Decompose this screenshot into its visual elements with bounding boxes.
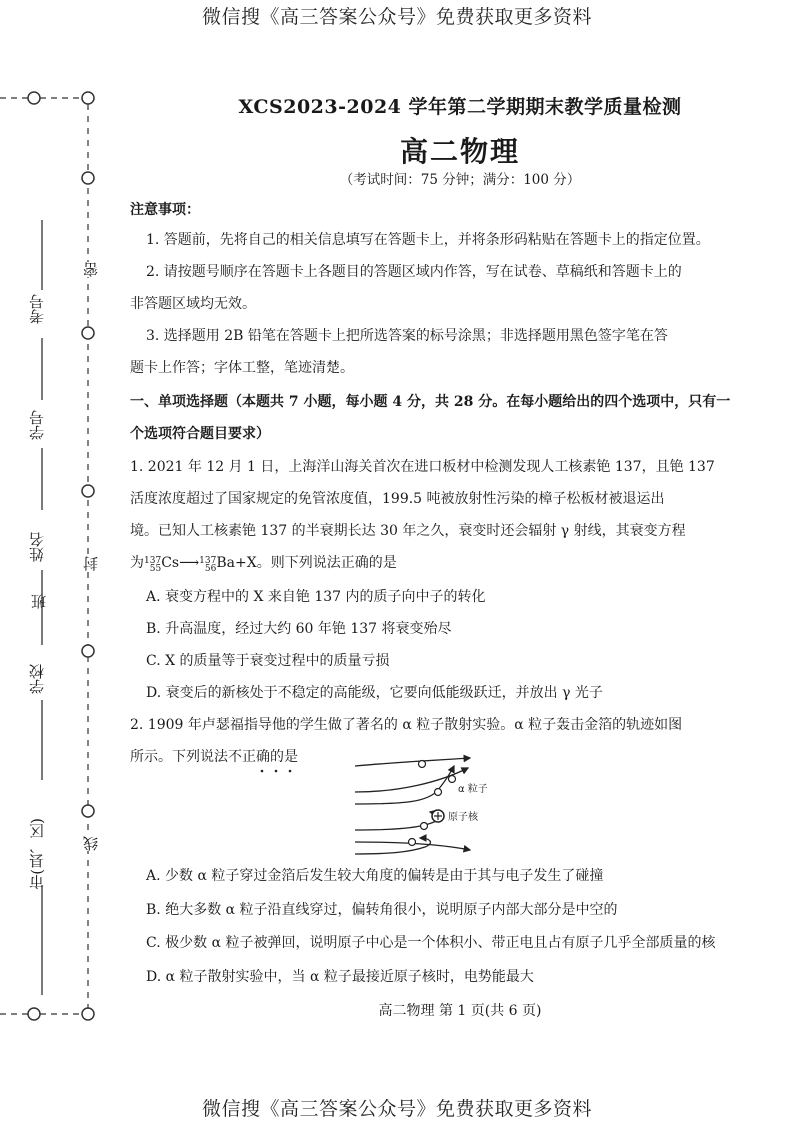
ban-label: 班 bbox=[30, 594, 48, 609]
q2-stem: 2. 1909 年卢瑟福指导他的学生做了著名的 α 粒子散射实验。α 粒子轰击金箔的轨迹如图 bbox=[130, 717, 683, 733]
binding-hole-top-left bbox=[28, 92, 40, 104]
binding-hole-top-right bbox=[82, 92, 94, 104]
xuexiao-label: 学校 bbox=[28, 664, 46, 694]
subject-title: 高二物理 bbox=[399, 135, 520, 168]
alpha-label: α 粒子 bbox=[458, 784, 488, 795]
q1-option-d: D. 衰变后的新核处于不稳定的高能级，它要向低能级跃迁，并放出 γ 光子 bbox=[146, 685, 603, 701]
note-item: 题卡上作答；字体工整，笔迹清楚。 bbox=[130, 360, 354, 376]
binding-hole-bottom-left bbox=[28, 1008, 40, 1020]
note-item: 2. 请按题号顺序在答题卡上各题目的答题区域内作答，写在试卷、草稿纸和答题卡上的 bbox=[146, 264, 682, 280]
nucleus-label: 原子核 bbox=[448, 812, 478, 823]
section-heading: 一、单项选择题（本题共 7 小题，每小题 4 分，共 28 分。在每小题给出的四个选项中，只有一 bbox=[130, 394, 731, 410]
q1-option-b: B. 升高温度，经过大约 60 年铯 137 将衰变殆尽 bbox=[146, 621, 452, 637]
q2-option-a: A. 少数 α 粒子穿过金箔后发生较大角度的偏转是由于其与电子发生了碰撞 bbox=[146, 868, 604, 884]
feng-label: 封 bbox=[82, 556, 100, 571]
bottom-banner: 微信搜《高三答案公众号》免费获取更多资料 bbox=[201, 1098, 592, 1120]
q2-option-b: B. 绝大多数 α 粒子沿直线穿过，偏转角很小，说明原子内部大部分是中空的 bbox=[146, 902, 618, 918]
q1-stem: 活度浓度超过了国家规定的免管浓度值，199.5 吨被放射性污染的樟子松板材被退运出 bbox=[130, 491, 665, 507]
shi-label: 市(县、区) bbox=[28, 818, 46, 890]
binding-margin bbox=[0, 80, 130, 1030]
section-heading-cont: 个选项符合题目要求） bbox=[130, 426, 270, 442]
binding-hole-bottom-right bbox=[82, 1008, 94, 1020]
xuehao-label: 学号 bbox=[28, 410, 46, 440]
note-item: 1. 答题前，先将自己的相关信息填写在答题卡上，并将条形码粘贴在答题卡上的指定位置。 bbox=[146, 232, 710, 248]
alpha-scattering-figure bbox=[350, 752, 510, 864]
note-item: 3. 选择题用 2B 铅笔在答题卡上把所选答案的标号涂黑；非选择题用黑色签字笔在答 bbox=[146, 328, 668, 344]
q1-option-a: A. 衰变方程中的 X 来自铯 137 内的质子向中子的转化 bbox=[146, 589, 486, 605]
note-item: 非答题区域均无效。 bbox=[130, 296, 256, 312]
q1-stem: 境。已知人工核素铯 137 的半衰期长达 30 年之久，衰变时还会辐射 γ 射线，其衰变方程 bbox=[130, 523, 686, 539]
q2-option-c: C. 极少数 α 粒子被弹回，说明原子中心是一个体积小、带正电且占有原子几乎全部质量的核 bbox=[146, 935, 716, 951]
xian-label: 线 bbox=[82, 836, 100, 851]
exam-info: （考试时间：75 分钟；满分：100 分） bbox=[339, 172, 581, 188]
q2-stem: 所示。下列说法不正确的是 bbox=[130, 749, 298, 765]
exam-title: XCS2023-2024 学年第二学期期末教学质量检测 bbox=[238, 96, 682, 118]
kaohao-label: 考号 bbox=[28, 294, 46, 324]
q1-option-c: C. X 的质量等于衰变过程中的质量亏损 bbox=[146, 653, 390, 669]
mi-label: 密 bbox=[82, 262, 100, 277]
q1-equation: 为 137 55 Cs⟶ 137 56 Ba+X。则下列说法正确的是 bbox=[130, 555, 397, 574]
notes-heading: 注意事项： bbox=[130, 202, 200, 218]
top-banner: 微信搜《高三答案公众号》免费获取更多资料 bbox=[201, 6, 592, 28]
q1-stem: 1. 2021 年 12 月 1 日，上海洋山海关首次在进口板材中检测发现人工核素铯 137，且铯 137 bbox=[130, 459, 715, 475]
emphasis-dots bbox=[258, 768, 298, 774]
q2-option-d: D. α 粒子散射实验中，当 α 粒子最接近原子核时，电势能最大 bbox=[146, 969, 534, 985]
xingming-label: 姓名 bbox=[28, 532, 46, 562]
page-footer: 高二物理 第 1 页(共 6 页) bbox=[378, 1003, 542, 1019]
